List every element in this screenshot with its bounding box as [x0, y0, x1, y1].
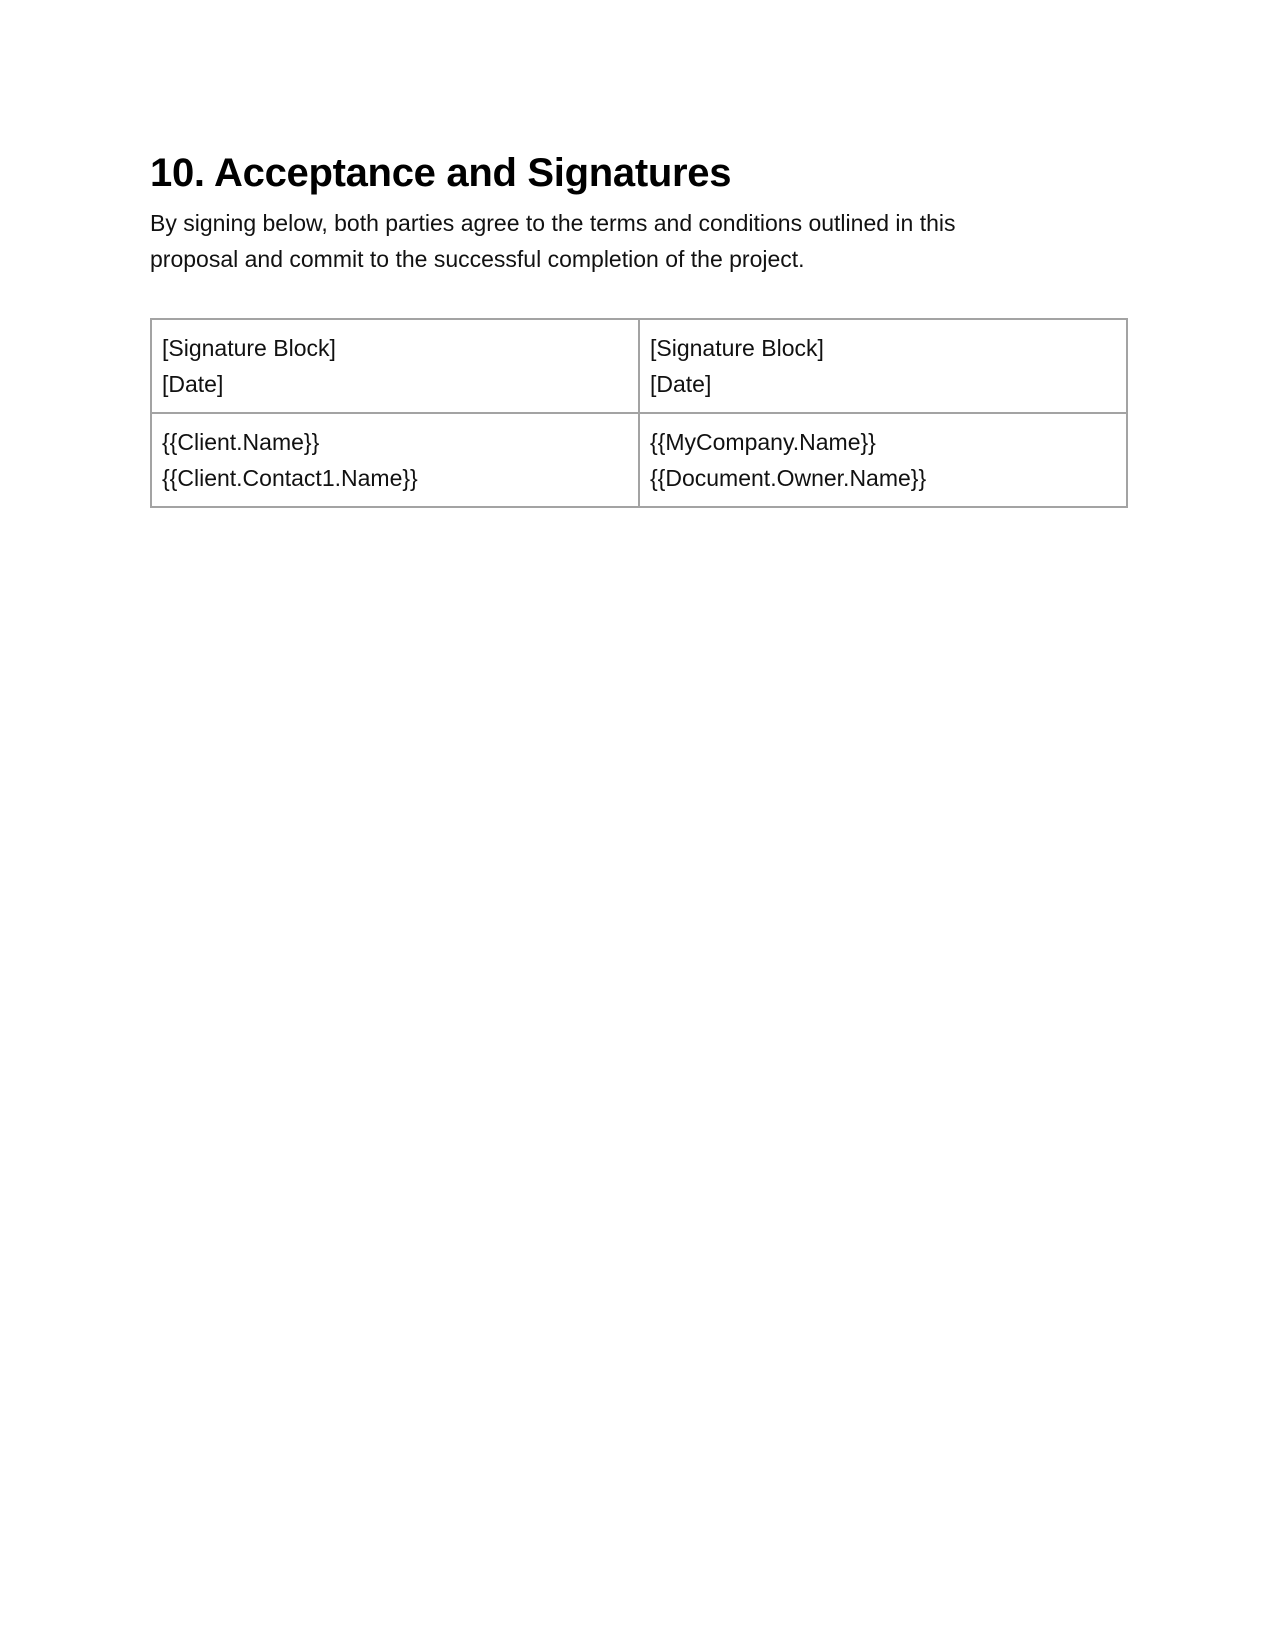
document-owner-name-field: {{Document.Owner.Name}} — [650, 465, 927, 491]
client-contact-name-field: {{Client.Contact1.Name}} — [162, 465, 418, 491]
signature-block-placeholder: [Signature Block] — [650, 335, 824, 361]
signature-block-placeholder: [Signature Block] — [162, 335, 336, 361]
signature-row — [151, 319, 1127, 413]
section-title: 10. Acceptance and Signatures — [150, 151, 732, 195]
section-intro-paragraph: By signing below, both parties agree to the terms and conditions outlined in this proposal and commit to the successful completion of the project. — [150, 210, 956, 272]
client-name-field: {{Client.Name}} — [162, 429, 320, 455]
date-placeholder: [Date] — [162, 371, 224, 397]
company-names-cell — [639, 413, 1127, 507]
company-signature-cell[interactable] — [639, 319, 1127, 413]
date-placeholder: [Date] — [650, 371, 712, 397]
acceptance-section — [150, 148, 1130, 277]
client-names-cell — [151, 413, 639, 507]
client-signature-cell[interactable] — [151, 319, 639, 413]
company-name-field: {{MyCompany.Name}} — [650, 429, 876, 455]
signer-names-row — [151, 413, 1127, 507]
signature-table — [150, 318, 1128, 508]
